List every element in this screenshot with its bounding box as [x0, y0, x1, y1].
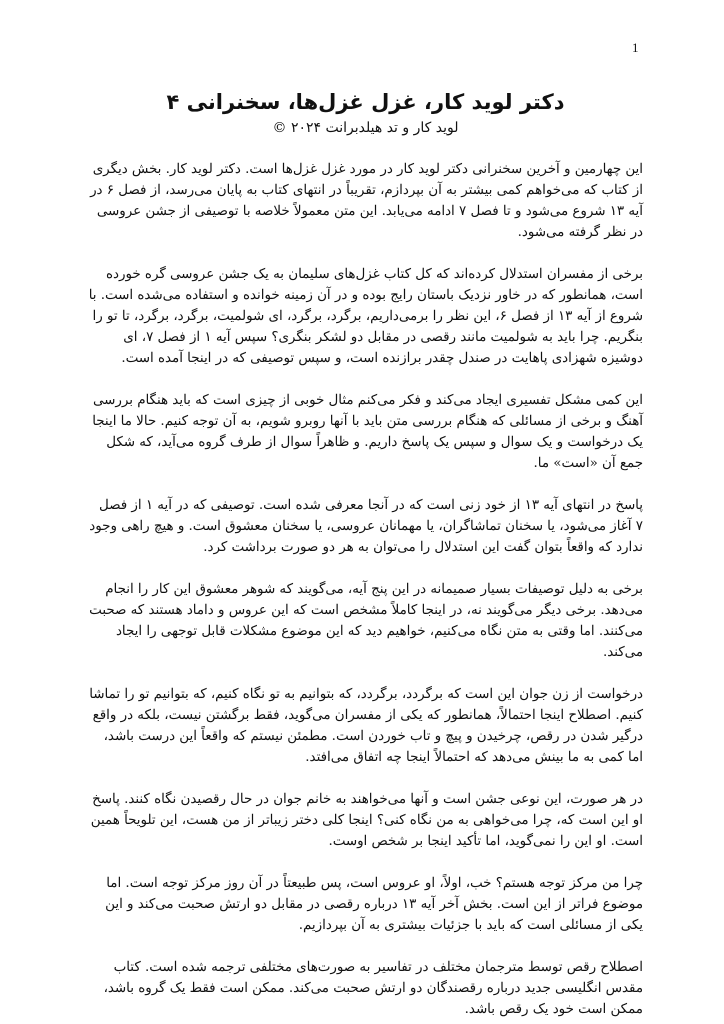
paragraph-2: برخی از مفسران استدلال کرده‌اند که کل کتاب غزل‌های سلیمان به یک جشن عروسی گره خورده است، همانطور که در خاور نزدیک باستان رایج بوده و در آن زمینه خوانده و استفاده می‌شده است. با شروع از آیه ۱۳ از فصل ۶، این نظر را برمی‌داریم، برگرد، برگرد، ای شولمیت، برگرد، برگرد، تا تو را بنگریم. چرا باید به شولمیت مانند رقصی در مقابل دو لشکر بنگری؟ سپس آیه ۱ از فصل ۷، ای دوشیزه شهزادی پاهایت در صندل چقدر برازنده است، و سپس توصیفی که در اینجا آمده است. — [88, 267, 643, 366]
paragraph-7: در هر صورت، این نوعی جشن است و آنها می‌خواهند به خانم جوان در حال رقصیدن نگاه کنند. پاسخ او این است که، چرا می‌خواهی به من نگاه کنی؟ اینجا کلی دختر زیباتر از من هست، این تلویحاً همین است. او این را نمی‌گوید، اما تأکید اینجا بر شخص اوست. — [90, 792, 643, 849]
paragraph-1: این چهارمین و آخرین سخنرانی دکتر لوید کار در مورد غزل غزل‌ها است. دکتر لوید کار. بخش دیگری از کتاب که می‌خواهم کمی بیشتر به آن بپردازم، تقریباً در انتهای کتاب به پایان می‌رسد، از فصل ۶ در آیه ۱۳ شروع می‌شود و تا فصل ۷ ادامه می‌یابد. این متن معمولاً خلاصه با توصیفی از جشن عروسی در نظر گرفته می‌شود. — [90, 162, 643, 240]
document-title: دکتر لوید کار، غزل غزل‌ها، سخنرانی ۴ — [166, 90, 565, 114]
author-byline: لوید کار و تد هیلدبرانت ۲۰۲۴ © — [272, 120, 459, 136]
paragraph-3: این کمی مشکل تفسیری ایجاد می‌کند و فکر می‌کنم مثال خوبی از چیزی است که باید هنگام بررسی آهنگ و برخی از مسائلی که هنگام بررسی متن باید با آنها روبرو شویم، به آن توجه کنیم. حالا ما اینجا یک درخواست و یک سوال و سپس یک پاسخ داریم. و ظاهراً سوال از طرف گروه می‌آید، که شکل جمع آن «است» ما. — [92, 393, 643, 471]
page-number: 1 — [632, 40, 639, 55]
paragraph-4: پاسخ در انتهای آیه ۱۳ از خود زنی است که در آنجا معرفی شده است. توصیفی که در آیه ۱ از فصل ۷ آغاز می‌شود، یا سخنان تماشاگران، یا مهمانان عروسی، یا سخنان معشوق است. و هیچ راهی وجود ندارد که واقعاً بتوان گفت این استدلال را می‌توان به هر دو صورت برداشت کرد. — [89, 498, 643, 555]
paragraph-6: درخواست از زن جوان این است که برگردد، برگردد، که بتوانیم به تو نگاه کنیم، که بتوانیم تو را تماشا کنیم. اصطلاح اینجا احتمالاً، همانطور که یکی از مفسران می‌گوید، فقط برگشتن نیست، بلکه در واقع درگیر شدن در رقص، چرخیدن و پیچ و تاب خوردن است. مطمئن نیستم که واقعاً این درست باشد، اما کمی به ما بینش می‌دهد که احتمالاً اینجا چه اتفاق می‌افتد. — [89, 687, 643, 765]
paragraph-5: برخی به دلیل توصیفات بسیار صمیمانه در این پنج آیه، می‌گویند که شوهر معشوق این کار را انجام می‌دهد. برخی دیگر می‌گویند نه، در اینجا کاملاً مشخص است که این عروس و داماد هستند که صحبت می‌کنند. اما وقتی به متن نگاه می‌کنیم، خواهیم دید که این موضوع مشکلات قابل توجهی را ایجاد می‌کند. — [89, 582, 643, 660]
document-body — [88, 88, 643, 1020]
paragraph-9: اصطلاح رقص توسط مترجمان مختلف در تفاسیر به صورت‌های مختلفی ترجمه شده است. کتاب مقدس انگلیسی جدید درباره رقصندگان دو ارتش صحبت می‌کند. ممکن است فقط یک گروه باشد، ممکن است خود یک رقص باشد. — [103, 960, 643, 1017]
paragraph-8: چرا من مرکز توجه هستم؟ خب، اولاً، او عروس است، پس طبیعتاً در آن روز مرکز توجه است. اما موضوع فراتر از این است. بخش آخر آیه ۱۳ درباره رقصی در مقابل دو ارتش صحبت می‌کند و این یکی از مسائلی است که باید با جزئیات بیشتری به آن بپردازیم. — [105, 876, 643, 933]
